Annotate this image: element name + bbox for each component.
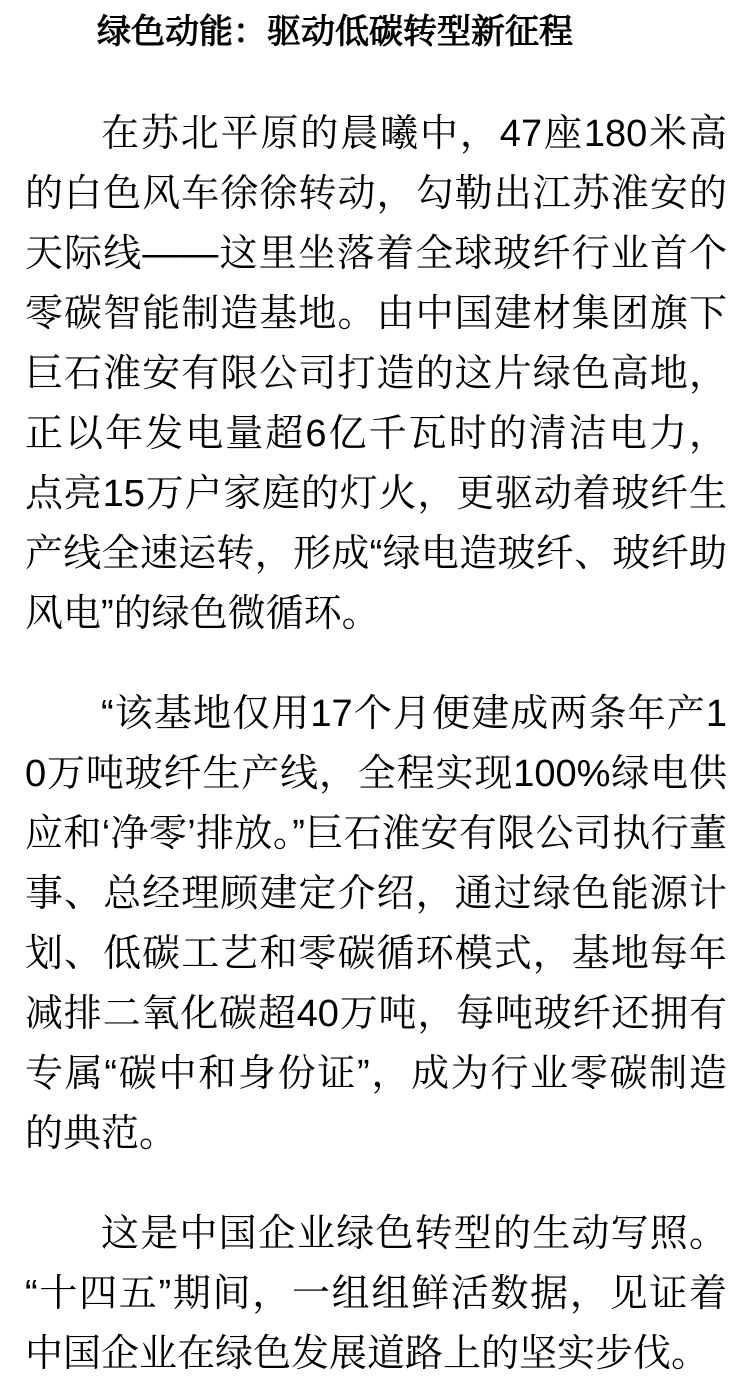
article-paragraph-3: 这是中国企业绿色转型的生动写照。“十四五”期间，一组组鲜活数据，见证着中国企业在绿色发展道路上的坚实步伐。 [25,1213,727,1375]
article-paragraph-1: 在苏北平原的晨曦中，47座180米高的白色风车徐徐转动，勾勒出江苏淮安的天际线——这里坐落着全球玻纤行业首个零碳智能制造基地。由中国建材集团旗下巨石淮安有限公司打造的这片绿色高地，正以年发电量超6亿千瓦时的清洁电力，点亮15万户家庭的灯火，更驱动着玻纤生产线全速运转，形成“绿电造玻纤、玻纤助风电”的绿色微循环。 [25,113,727,635]
article-paragraph-2: “该基地仅用17个月便建成两条年产10万吨玻纤生产线，全程实现100%绿电供应和‘净零’排放。”巨石淮安有限公司执行董事、总经理顾建定介绍，通过绿色能源计划、低碳工艺和零碳循环模式，基地每年减排二氧化碳超40万吨，每吨玻纤还拥有专属“碳中和身份证”，成为行业零碳制造的典范。 [25,693,727,1155]
article-title: 绿色动能：驱动低碳转型新征程 [97,13,573,51]
